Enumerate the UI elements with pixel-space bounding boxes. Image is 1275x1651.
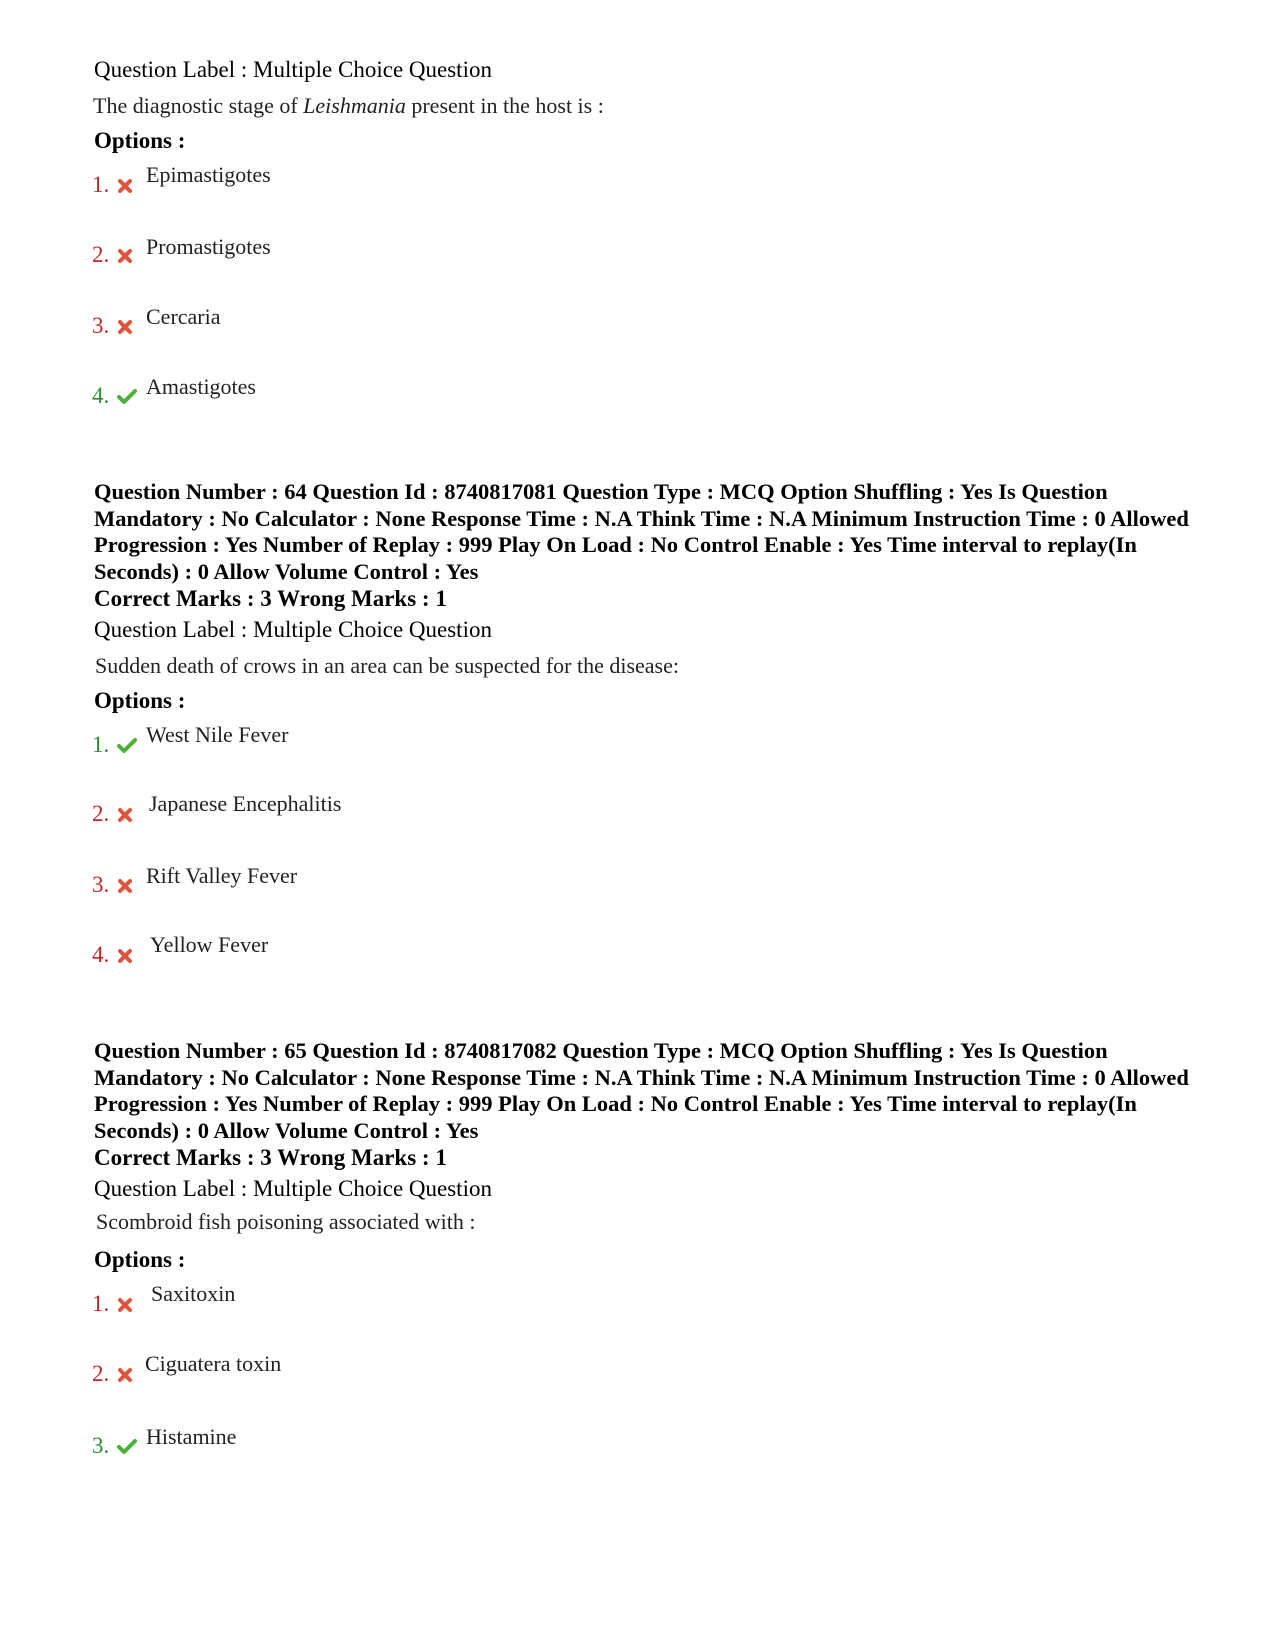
cross-icon <box>116 247 134 265</box>
option-number: 1. <box>92 732 110 757</box>
option-number: 3. <box>92 313 110 338</box>
option-number: 3. <box>92 872 110 897</box>
question-label: Question Label : Multiple Choice Question <box>94 57 492 82</box>
option-text: Japanese Encephalitis <box>149 791 342 816</box>
option-text: Histamine <box>146 1424 237 1449</box>
question-meta: Question Number : 64 Question Id : 8740817081 Question Type : MCQ Option Shuffling : Yes Is Question Mandatory : No Calculator : None Response Time : N.A Think Time : N.A Minimum Instruction Time : 0 Allowed Progression : Yes Number of Replay : 999 Play On Load : No Control Enable : Yes Time interval to replay(In Seconds) : 0 Allow Volume Control : Yes <box>94 479 1189 584</box>
question-text: Sudden death of crows in an area can be suspected for the disease: <box>95 653 679 678</box>
question-label: Question Label : Multiple Choice Question <box>94 1176 492 1201</box>
option-number: 1. <box>92 172 110 197</box>
cross-icon <box>116 877 134 895</box>
option-text: Yellow Fever <box>150 932 269 957</box>
option-number: 2. <box>92 801 110 826</box>
options-heading: Options : <box>94 688 186 713</box>
option-number: 2. <box>92 242 110 267</box>
options-heading: Options : <box>94 1247 186 1272</box>
option-text: Saxitoxin <box>151 1281 236 1306</box>
option-number: 1. <box>92 1291 110 1316</box>
cross-icon <box>116 1366 134 1384</box>
marks-info: Correct Marks : 3 Wrong Marks : 1 <box>94 586 447 611</box>
check-icon <box>116 736 138 754</box>
option-text: Promastigotes <box>146 234 271 259</box>
option-number: 4. <box>92 383 110 408</box>
marks-info: Correct Marks : 3 Wrong Marks : 1 <box>94 1145 447 1170</box>
question-label: Question Label : Multiple Choice Question <box>94 617 492 642</box>
option-text: Cercaria <box>146 304 221 329</box>
question-text: The diagnostic stage of Leishmania present in the host is : <box>93 93 604 118</box>
option-number: 2. <box>92 1361 110 1386</box>
option-text: West Nile Fever <box>146 722 289 747</box>
options-heading: Options : <box>94 128 186 153</box>
check-icon <box>116 387 138 405</box>
cross-icon <box>116 318 134 336</box>
option-text: Epimastigotes <box>146 162 271 187</box>
question-text: Scombroid fish poisoning associated with : <box>96 1209 476 1234</box>
cross-icon <box>116 806 134 824</box>
option-text: Amastigotes <box>146 374 256 399</box>
option-text: Rift Valley Fever <box>146 863 298 888</box>
option-number: 4. <box>92 942 110 967</box>
cross-icon <box>116 1296 134 1314</box>
option-number: 3. <box>92 1433 110 1458</box>
question-meta: Question Number : 65 Question Id : 8740817082 Question Type : MCQ Option Shuffling : Yes Is Question Mandatory : No Calculator : None Response Time : N.A Think Time : N.A Minimum Instruction Time : 0 Allowed Progression : Yes Number of Replay : 999 Play On Load : No Control Enable : Yes Time interval to replay(In Seconds) : 0 Allow Volume Control : Yes <box>94 1038 1189 1143</box>
cross-icon <box>116 947 134 965</box>
cross-icon <box>116 177 134 195</box>
option-text: Ciguatera toxin <box>145 1351 282 1376</box>
check-icon <box>116 1437 138 1455</box>
